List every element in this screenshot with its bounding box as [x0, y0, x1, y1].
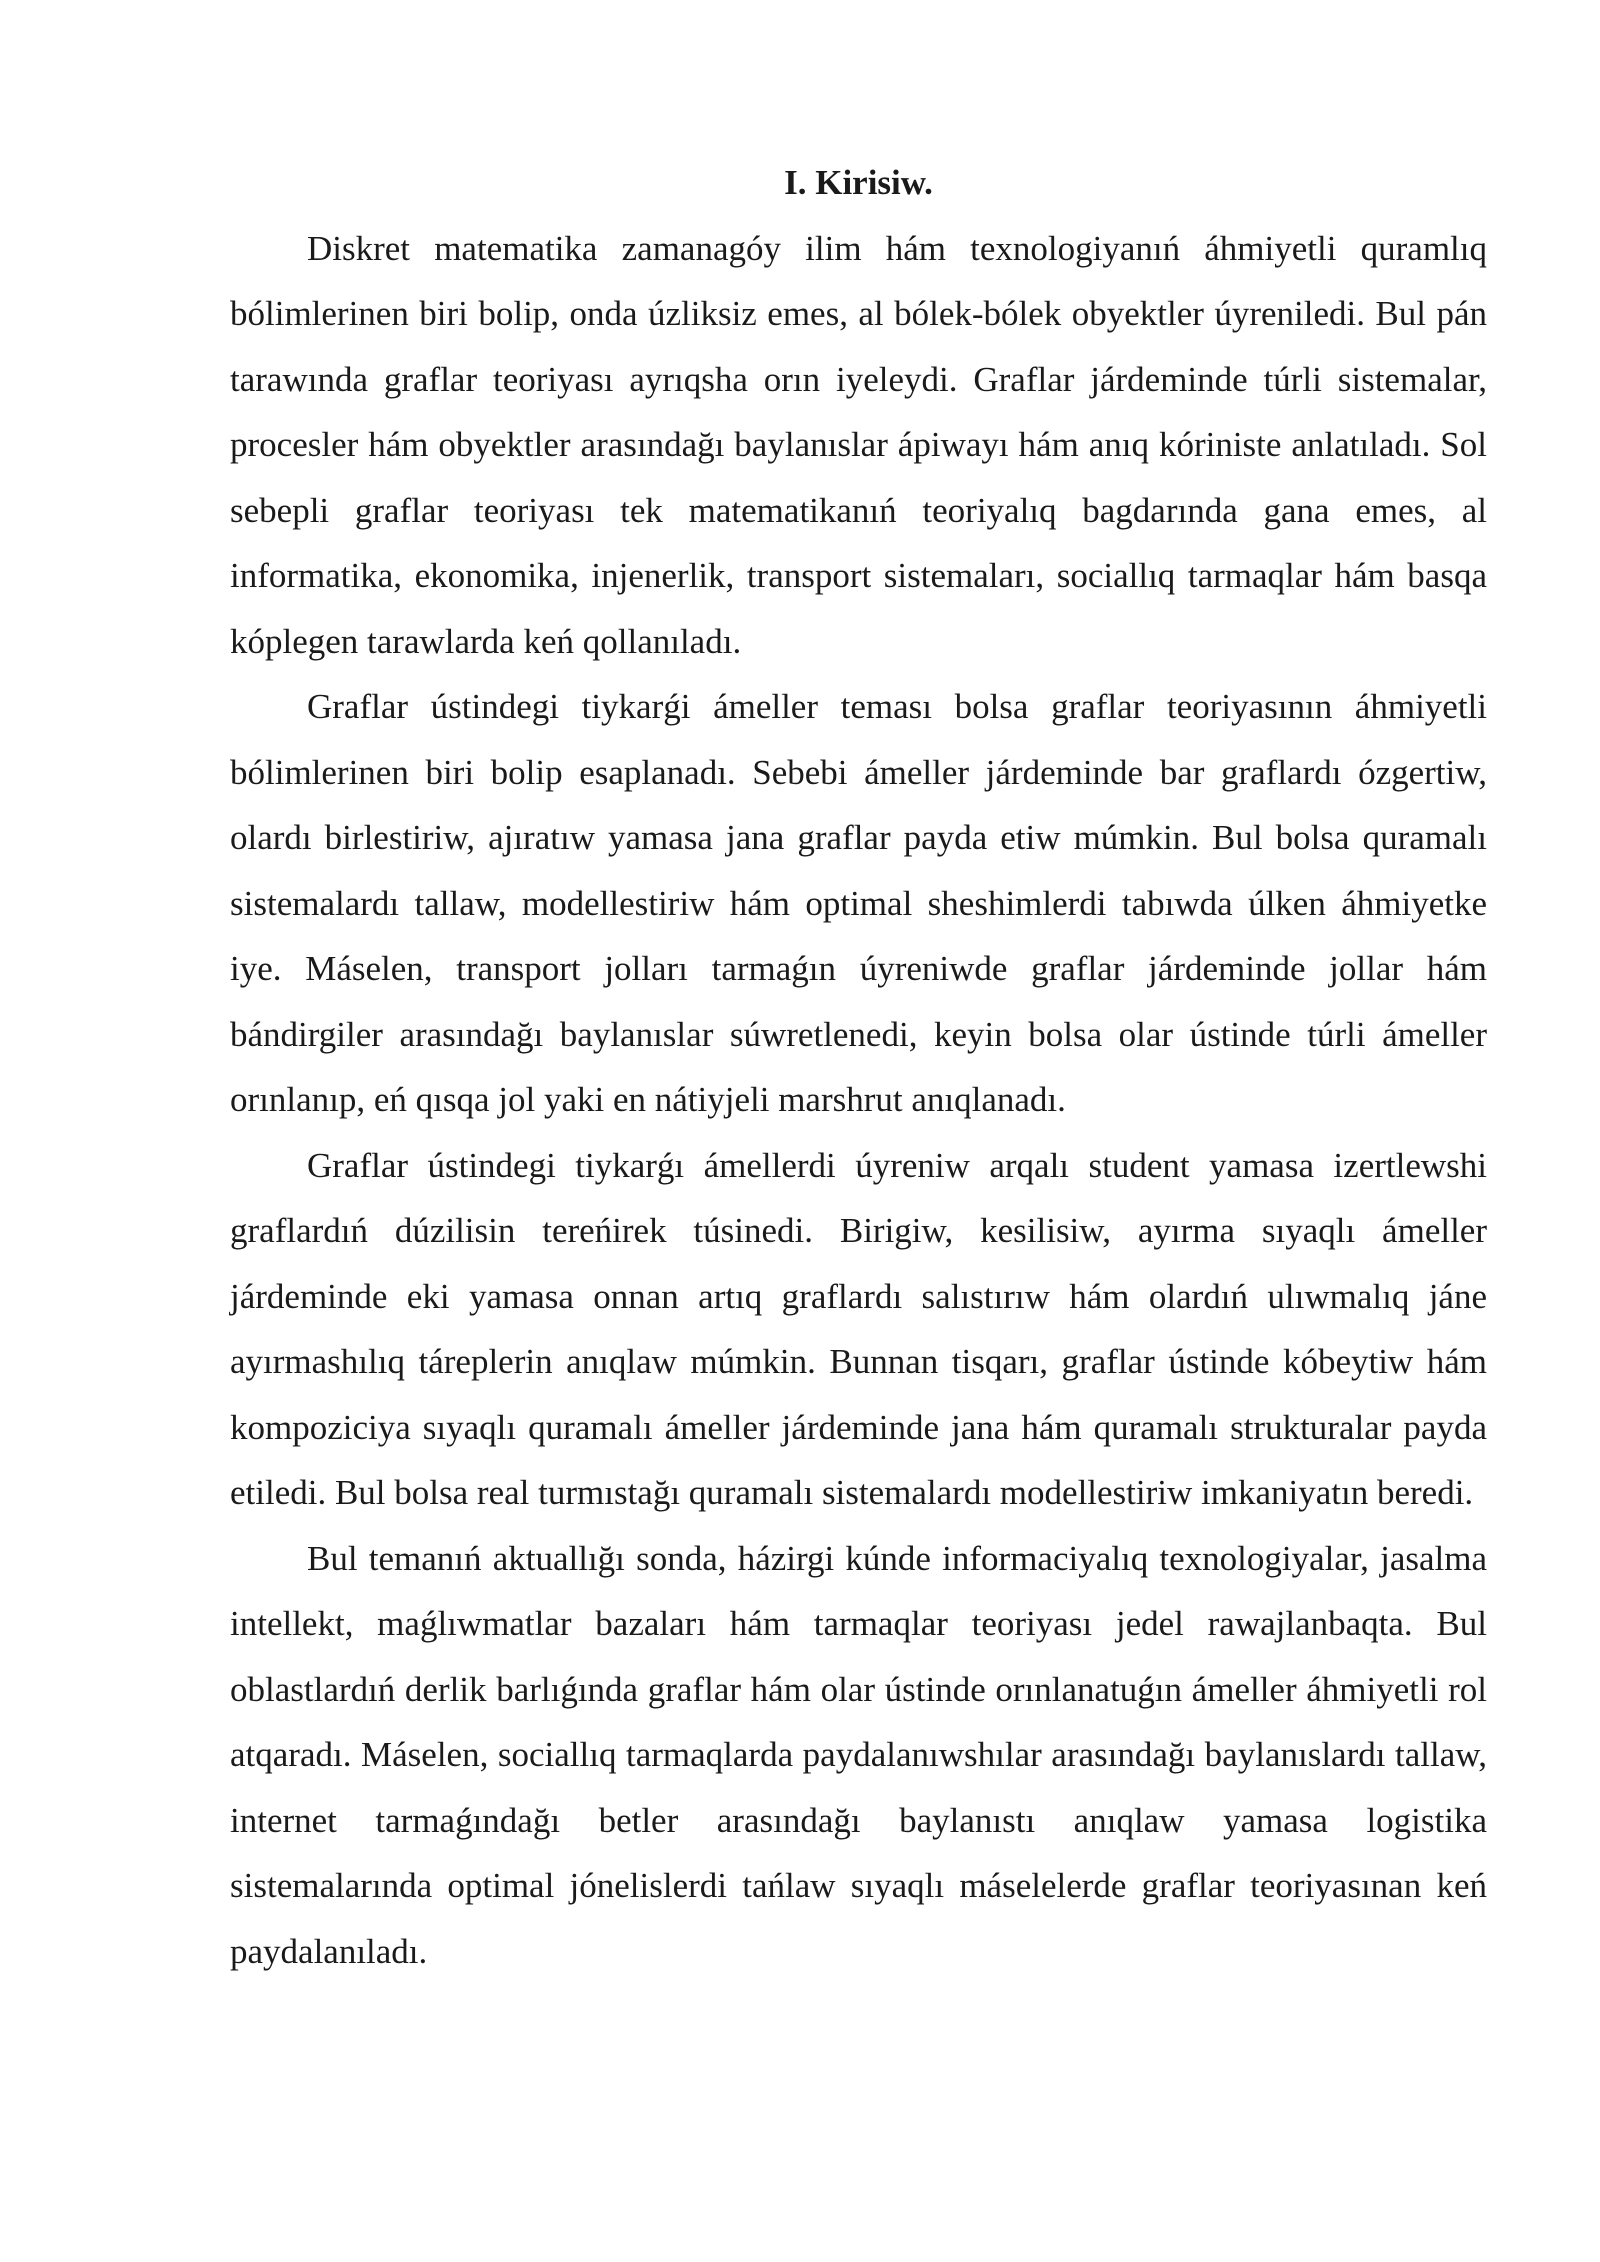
section-title: I. Kirisiw.: [784, 163, 933, 202]
document-body: [230, 150, 1487, 1984]
paragraph-3: Graflar ústindegi tiykarǵı ámellerdi úyreniw arqalı student yamasa izertlewshi graflardıń dúzilisin tereńirek túsinedi. Birigiw, kesilisiw, ayırma sıyaqlı ámeller járdeminde eki yamasa onnan artıq graflardı salıstırıw hám olardıń ulıwmalıq jáne ayırmashılıq táreplerin anıqlaw múmkin. Bunnan tisqarı, graflar ústinde kóbeytiw hám kompoziciya sıyaqlı quramalı ámeller járdeminde jana hám quramalı strukturalar payda etiledi. Bul bolsa real turmıstağı quramalı sistemalardı modellestiriw imkaniyatın beredi.: [230, 1145, 1487, 1512]
paragraph-4: Bul temanıń aktuallığı sonda, házirgi kúnde informaciyalıq texnologiyalar, jasalma intellekt, maǵlıwmatlar bazaları hám tarmaqlar teoriyası jedel rawajlanbaqta. Bul oblastlardıń derlik barlıǵında graflar hám olar ústinde orınlanatuǵın ámeller áhmiyetli rol atqaradı. Máselen, sociallıq tarmaqlarda paydalanıwshılar arasındağı baylanıslardı tallaw, internet tarmaǵındağı betler arasındağı baylanıstı anıqlaw yamasa logistika sistemalarında optimal jónelislerdi tańlaw sıyaqlı máselelerde graflar teoriyasınan keń paydalanıladı.: [230, 1538, 1487, 1971]
paragraph-2: Graflar ústindegi tiykarǵi ámeller teması bolsa graflar teoriyasının áhmiyetli bólimlerinen biri bolip esaplanadı. Sebebi ámeller járdeminde bar graflardı ózgertiw, olardı birlestiriw, ajıratıw yamasa jana graflar payda etiw múmkin. Bul bolsa quramalı sistemalardı tallaw, modellestiriw hám optimal sheshimlerdi tabıwda úlken áhmiyetke iye. Máselen, transport jolları tarmaǵın úyreniwde graflar járdeminde jollar hám bándirgiler arasındağı baylanıslar súwretlenedi, keyin bolsa olar ústinde túrli ámeller orınlanıp, eń qısqa jol yaki en nátiyjeli marshrut anıqlanadı.: [230, 687, 1487, 1119]
paragraph-1: Diskret matematika zamanagóy ilim hám texnologiyanıń áhmiyetli quramlıq bólimlerinen biri bolip, onda úzliksiz emes, al bólek-bólek obyektler úyreniledi. Bul pán tarawında graflar teoriyası ayrıqsha orın iyeleydi. Graflar járdeminde túrli sistemalar, procesler hám obyektler arasındağı baylanıslar ápiwayı hám anıq kóriniste anlatıladı. Sol sebepli graflar teoriyası tek matematikanıń teoriyalıq bagdarında gana emes, al informatika, ekonomika, injenerlik, transport sistemaları, sociallıq tarmaqlar hám basqa kóplegen tarawlarda keń qollanıladı.: [230, 228, 1487, 661]
